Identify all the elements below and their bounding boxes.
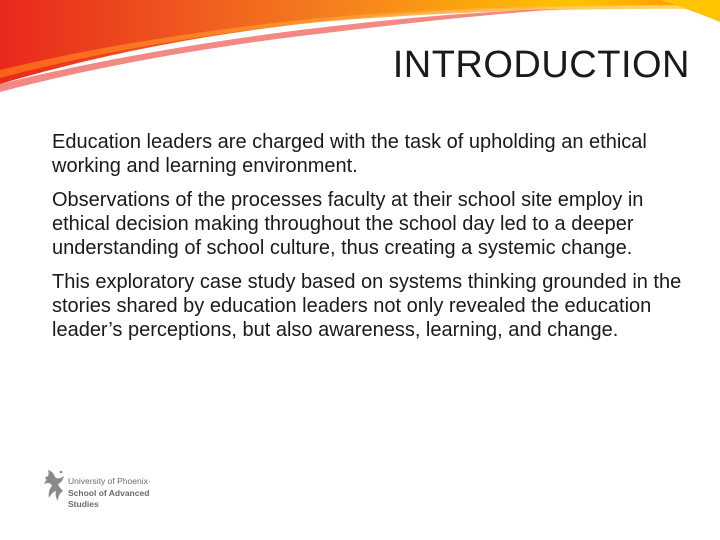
- logo-line-studies: Studies: [68, 499, 99, 509]
- logo-line-school: School of Advanced: [68, 488, 150, 498]
- university-logo: [42, 468, 172, 512]
- slide-title: INTRODUCTION: [392, 44, 690, 86]
- paragraph-1: Education leaders are charged with the task of upholding an ethical working and learning environment.: [52, 131, 647, 177]
- paragraph-3: This exploratory case study based on systems thinking grounded in the stories shared by education leaders not only revealed the education leader’s perceptions, but also awareness, learning, and change.: [52, 271, 682, 341]
- slide-body: [52, 130, 692, 352]
- phoenix-bird-icon: [42, 468, 66, 502]
- logo-line-university: University of Phoenix·: [68, 476, 151, 486]
- paragraph-2: Observations of the processes faculty at their school site employ in ethical decision making throughout the school day led to a deeper understanding of school culture, thus creating a systemic change.: [52, 189, 644, 259]
